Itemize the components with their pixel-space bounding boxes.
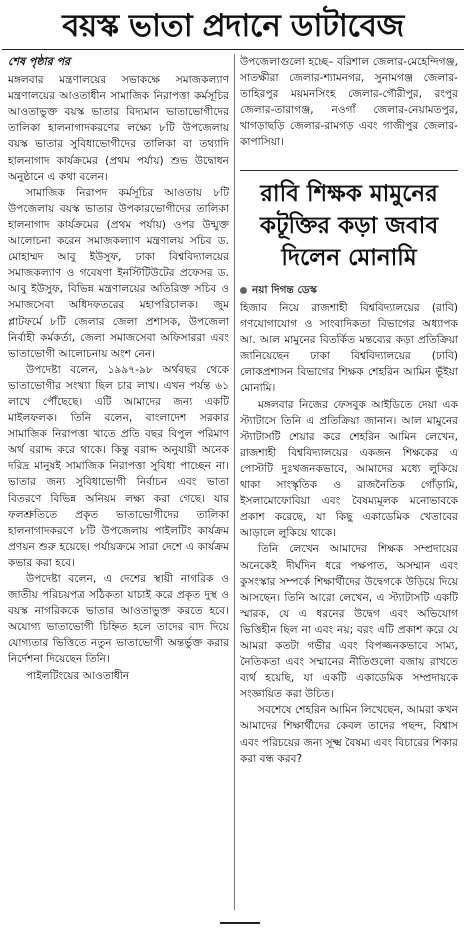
article-paragraph: উপজেলাগুলো হচ্ছে– বরিশাল জেলার-মেহেন্দিগঞ্জ, সাতক্ষীরা জেলার-শ্যামনগর, সুনামগঞ্জ জেলার-তাহিরপুর ময়মনসিংহ জেলার-গৌরীপুর, রংপুর জেলার-তারাগঞ্জ, নওগাঁ জেলার-নেয়ামতপুর, খাগড়াছড়ি জেলার-রামগড় এবং গাজীপুর জেলার-কাপাসিয়া।	[240, 56, 458, 149]
column-divider	[234, 54, 235, 910]
byline	[240, 282, 458, 298]
headline-divider	[2, 49, 464, 50]
article-paragraph: মঙ্গলবার নিজের ফেসবুক আইডিতে দেয়া এক স্ট্যাটাসে তিনি এ প্রতিক্রিয়া জানান। আল মামুনের স্ট্যাটাসটি শেয়ার করে শেহরিন আমিন লেখেন, রাজশাহী বিশ্ববিদ্যালয়ের একজন শিক্ষকের এ পোস্টটি দুঃখজনকভাবে, আমাদের মধ্যে লুকিয়ে থাকা সাংস্কৃতিক ও রাজনৈতিক গোঁড়ামি, ইসলামোফোবিয়া এবং বৈষম্যমূলক মনোভাবকে প্রকাশ করেছে, যা কিছু একাডেমিক খেতাবের আড়ালে লুকিয়ে থাকে।	[240, 398, 458, 540]
second-article-headline: রাবি শিক্ষক মামুনের কটূক্তির কড়া জবাব দিলেন মোনামি	[259, 181, 439, 271]
cropped-bottom-edge	[0, 916, 466, 931]
article-paragraph: মঙ্গলবার মন্ত্রণালয়ের সভাকক্ষে সমাজকল্যাণ মন্ত্রণালয়ের আওতাধীন সামাজিক নিরাপত্তা কর্মসূচির আওতাভুক্ত বয়স্ক ভাতার বিদ্যমান ভাতাভোগীদের তালিকা হালনাগাদকরণের লক্ষ্যে ৮টি উপজেলায় বয়স্ক ভাতার সুবিধাভোগীদের তালিকা বা তথ্যাদি হালনাগাদ কার্যক্রমের (প্রথম পর্যায়) শুভ উদ্বোধন অনুষ্ঠানে এ কথা বলেন।	[8, 74, 229, 183]
bullet-icon	[240, 287, 247, 294]
article-paragraph: উপদেষ্টা বলেন, এ দেশের স্থায়ী নাগরিক ও জাতীয় পরিচয়পত্র সঠিকতা যাচাই করে প্রকৃত দুস্থ ও বয়স্ক নাগরিককে ভাতার আওতাভুক্ত করতে হবে। অযোগ্য ভাতাভোগী চিহ্নিত হলে তাদের বাদ দিয়ে যোগ্যতার ভিত্তিতে নতুন ভাতাভোগী অন্তর্ভুক্ত করার নির্দেশনা দিয়েছেন তিনি।	[8, 573, 229, 666]
left-column-article	[8, 54, 229, 910]
article-paragraph: উপদেষ্টা বলেন, ১৯৯৭-৯৮ অর্থবছর থেকে ভাতাভোগীর সংখ্যা ছিল চার লাখ। এখন পর্যন্ত ৬১ লাখে পৌঁছেছে। এটি আমাদের জন্য একটি মাইলফলক। তিনি বলেন, বাংলাদেশ সরকার সামাজিক নিরাপত্তা খাতে প্রতি বছর বিপুল পরিমাণ অর্থ বরাদ্দ করে থাকে। কিন্তু বরাদ্দ অনুযায়ী অনেক দরিদ্র মানুষই সামাজিক নিরাপত্তা সুবিধা পাচ্ছেন না। ভাতার জন্য সুবিধাভোগী নির্বাচন এবং ভাতা বিতরণে বিভিন্ন অনিয়ম লক্ষ্য করা গেছে। যার ফলশ্রুতিতে প্রকৃত ভাতাভোগীদের তালিকা হালনাগাদকরণে ৮টি উপজেলায় পাইলটিং কার্যক্রম প্রণয়ন শুরু হয়েছে। পর্যায়ক্রমে সারা দেশে এ কার্যক্রম কভার করা হবে।	[8, 363, 229, 569]
article-paragraph: তিনি লেখেন আমাদের শিক্ষক সম্প্রদায়ের অনেকেই দীর্ঘদিন ধরে পক্ষপাত, অসম্মান এবং কুসংস্কার সম্পর্কে শিক্ষার্থীদের উদ্বেগকে উড়িয়ে দিয়ে আসছেন। তিনি আরো লেখেন, এ স্ট্যাটাসটি একটি স্মারক, যে এ ধরনের উদ্বেগ এবং অভিযোগ ভিত্তিহীন ছিল না এবং নয়; বরং এটি প্রকাশ করে যে আমরা কতটা গভীর এবং বিপজ্জনকভাবে সাম্য, নৈতিকতা এবং সম্মানের নীতিগুলো বজায় রাখতে ব্যর্থ হয়েছি, যা একটি একাডেমিক সম্প্রদায়কে সংজ্ঞায়িত করা উচিত।	[240, 543, 458, 701]
main-headline: বয়স্ক ভাতা প্রদানে ডাটাবেজ	[62, 8, 404, 44]
article-paragraph: পাইলটিংয়ের আওতাধীন	[26, 669, 130, 682]
article-paragraph: হিজাব নিয়ে রাজশাহী বিশ্ববিদ্যালয়ের (রাবি) গণযোগাযোগ ও সাংবাদিকতা বিভাগের অধ্যাপক আ. আল মামুনের বিতর্কিত মন্তব্যের কড়া প্রতিক্রিয়া জানিয়েছেন ঢাকা বিশ্ববিদ্যালয়ের (ঢাবি) লোকপ্রশাসন বিভাগের শিক্ষক শেহরিন আমিন ভূঁইয়া মোনামি।	[240, 302, 458, 395]
second-article-body	[240, 300, 458, 910]
byline-text: নয়া দিগন্ত ডেস্ক	[252, 284, 317, 296]
section-divider	[240, 170, 458, 171]
article-paragraph: সবশেষে শেহরিন আমিন লিখেছেন, আমরা কখন আমাদের শিক্ষার্থীদের কেবল তাদের পছন্দ, বিশ্বাস এবং পরিচয়ের জন্য সূক্ষ্ম বৈষম্য এবং বিচারের শিকার করা বন্ধ করব?	[240, 704, 458, 765]
continued-from-label: শেষ পৃষ্ঠার পর	[8, 55, 71, 68]
cropped-text-fragment	[220, 922, 260, 926]
article-paragraph: সামাজিক নিরাপদ কর্মসূচির আওতায় ৮টি উপজেলায় বয়স্ক ভাতার উপকারভোগীদের তালিকা হালনাগাদ কার্যক্রমের (প্রথম পর্যায়) ওপর উন্মুক্ত আলোচনা করেন সমাজকল্যাণ মন্ত্রণালয় সচিব ড. মোহাম্মদ আবু ইউসুফ, ঢাকা বিশ্ববিদ্যালয়ের সমাজকল্যাণ ও গবেষণা ইনস্টিটিউটের প্রফেসর ড. আবু ইউসুফ, বিভিন্ন মন্ত্রণালয়ের অতিরিক্ত সচিব ও সমাজসেবা অধিদফতরের মহাপরিচালক। জুম প্লাটফর্মে ৮টি জেলার জেলা প্রশাসক, উপজেলা নির্বাহী কর্মকর্তা, জেলা সমাজসেবা অফিসাররা এবং ভাতাভোগী আলোচনায় অংশ নেন।	[8, 186, 229, 360]
